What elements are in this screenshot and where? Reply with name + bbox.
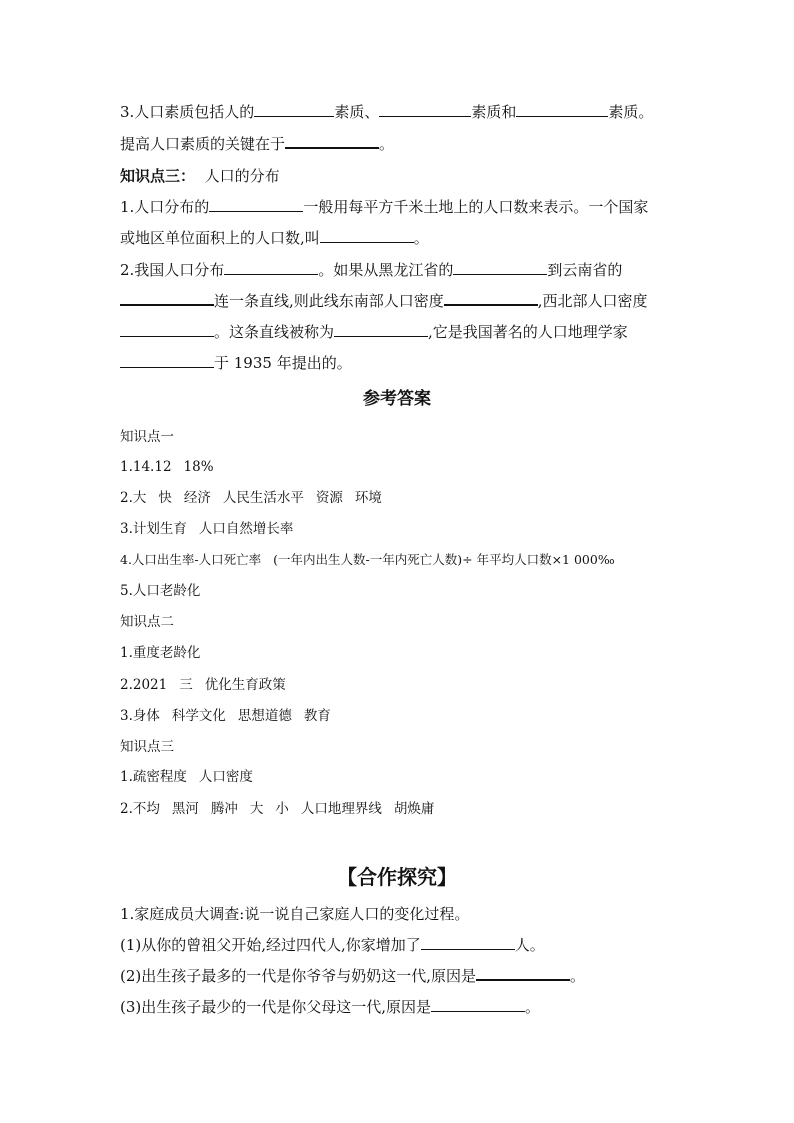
answer-text: 人口地理界线 <box>300 801 382 817</box>
answer-row <box>120 767 680 787</box>
text: 。 <box>379 135 395 153</box>
answer-row <box>120 706 680 726</box>
answer-row <box>120 488 680 508</box>
answer-blank[interactable] <box>285 133 379 149</box>
text: (3)出生孩子最少的一代是你父母这一代,原因是 <box>120 998 432 1016</box>
answer-row <box>120 550 680 570</box>
answers-title: 参考答案 <box>363 389 431 409</box>
text: 2.我国人口分布 <box>120 261 225 279</box>
answers-kp1-label: 知识点一 <box>120 429 174 445</box>
knowledge-point-3-header <box>120 165 680 187</box>
question-3-line-2 <box>120 133 680 155</box>
answer-text: 快 <box>158 490 172 506</box>
answer-text: 三 <box>179 677 193 693</box>
text: 。如果从黑龙江省的 <box>318 261 454 279</box>
text: 素质、 <box>334 103 380 121</box>
answer-blank[interactable] <box>431 997 525 1012</box>
answer-text: 1.14.12 <box>120 459 172 475</box>
answer-text: 胡焕庸 <box>393 801 435 817</box>
answer-text: 腾冲 <box>210 801 238 817</box>
text: 3.人口素质包括人的 <box>120 103 255 121</box>
answer-text: 经济 <box>183 490 211 506</box>
text: 。 <box>570 967 586 985</box>
answer-text: 人民生活水平 <box>222 490 304 506</box>
answer-blank[interactable] <box>444 290 538 306</box>
text: 连一条直线,则此线东南部人口密度 <box>214 292 444 310</box>
answers-kp2-label: 知识点二 <box>120 614 174 630</box>
answer-text: 思想道德 <box>237 708 292 724</box>
question-3-line-1 <box>120 101 680 123</box>
text: 素质和 <box>471 103 517 121</box>
text: 素质。 <box>608 103 654 121</box>
text: 。 <box>413 229 429 247</box>
text: 提高人口素质的关键在于 <box>120 135 286 153</box>
answer-blank[interactable] <box>254 102 334 117</box>
answer-text: 小 <box>275 801 289 817</box>
answer-row <box>120 799 680 819</box>
answers-kp3-label: 知识点三 <box>120 739 174 755</box>
answer-text: 2.大 <box>120 490 147 506</box>
answer-row <box>120 457 680 477</box>
section-title: 人口的分布 <box>204 167 280 185</box>
answer-text: (一年内出生人数-一年内死亡人数)÷ 年平均人口数×1 000‰ <box>273 552 615 567</box>
answer-row <box>120 519 680 539</box>
kp3-question-2-line-2 <box>120 290 680 312</box>
answer-text: 3.身体 <box>120 708 160 724</box>
coop-question-1: 1.家庭成员大调查:说一说自己家庭人口的变化过程。 <box>120 905 470 923</box>
answer-text: 1.疏密程度 <box>120 769 187 785</box>
answer-text: 2.不均 <box>120 801 160 817</box>
answer-blank[interactable] <box>120 322 214 337</box>
kp3-question-2-line-1 <box>120 259 680 281</box>
kp3-question-2-line-4 <box>120 352 680 374</box>
answer-text: 环境 <box>354 490 382 506</box>
kp3-question-1-line-1 <box>120 196 680 218</box>
section-label: 知识点三： <box>120 167 196 185</box>
coop-subquestion-3 <box>120 996 680 1018</box>
text: 1.人口分布的 <box>120 198 210 216</box>
coop-subquestion-2 <box>120 965 680 987</box>
answer-blank[interactable] <box>320 228 414 243</box>
text: (2)出生孩子最多的一代是你爷爷与奶奶这一代,原因是 <box>120 967 477 985</box>
answer-text: 3.计划生育 <box>120 521 187 537</box>
kp3-question-2-line-3 <box>120 321 680 343</box>
kp3-question-1-line-2 <box>120 227 680 249</box>
answer-text: 科学文化 <box>171 708 226 724</box>
text: 人。 <box>514 936 545 954</box>
text: (1)从你的曾祖父开始,经过四代人,你家增加了 <box>120 936 421 954</box>
answer-text: 资源 <box>315 490 343 506</box>
answer-text: 黑河 <box>171 801 199 817</box>
answer-blank[interactable] <box>516 102 608 117</box>
text: 。这条直线被称为 <box>214 323 335 341</box>
answer-text: 18% <box>183 459 214 475</box>
coop-title: 【合作探究】 <box>337 865 457 889</box>
answer-blank[interactable] <box>334 322 428 337</box>
text: 。 <box>525 998 541 1016</box>
answer-text: 人口自然增长率 <box>198 521 294 537</box>
answer-text: 2.2021 <box>120 677 168 693</box>
text: ,西北部人口密度 <box>537 292 648 310</box>
answer-blank[interactable] <box>209 197 303 212</box>
answer-blank[interactable] <box>453 260 547 275</box>
answer-row: 1.重度老龄化 <box>120 645 201 661</box>
text: 到云南省的 <box>547 261 623 279</box>
answer-blank[interactable] <box>421 935 515 950</box>
text: 一般用每平方千米土地上的人口数来表示。一个国家 <box>303 198 649 216</box>
answer-text: 大 <box>249 801 264 817</box>
answer-blank[interactable] <box>120 353 214 368</box>
answer-blank[interactable] <box>120 290 214 306</box>
answer-row: 5.人口老龄化 <box>120 583 201 599</box>
answer-blank[interactable] <box>379 102 471 117</box>
answer-text: 教育 <box>303 708 331 724</box>
text: 于 1935 年提出的。 <box>214 354 352 372</box>
answer-text: 优化生育政策 <box>204 677 286 693</box>
answer-row <box>120 675 680 695</box>
coop-subquestion-1 <box>120 934 680 956</box>
text: 或地区单位面积上的人口数,叫 <box>120 229 320 247</box>
answer-blank[interactable] <box>224 260 318 275</box>
answer-text: 人口密度 <box>198 769 253 785</box>
answer-text: 4.人口出生率-人口死亡率 <box>120 552 262 567</box>
text: ,它是我国著名的人口地理学家 <box>428 323 628 341</box>
answer-blank[interactable] <box>476 965 570 981</box>
